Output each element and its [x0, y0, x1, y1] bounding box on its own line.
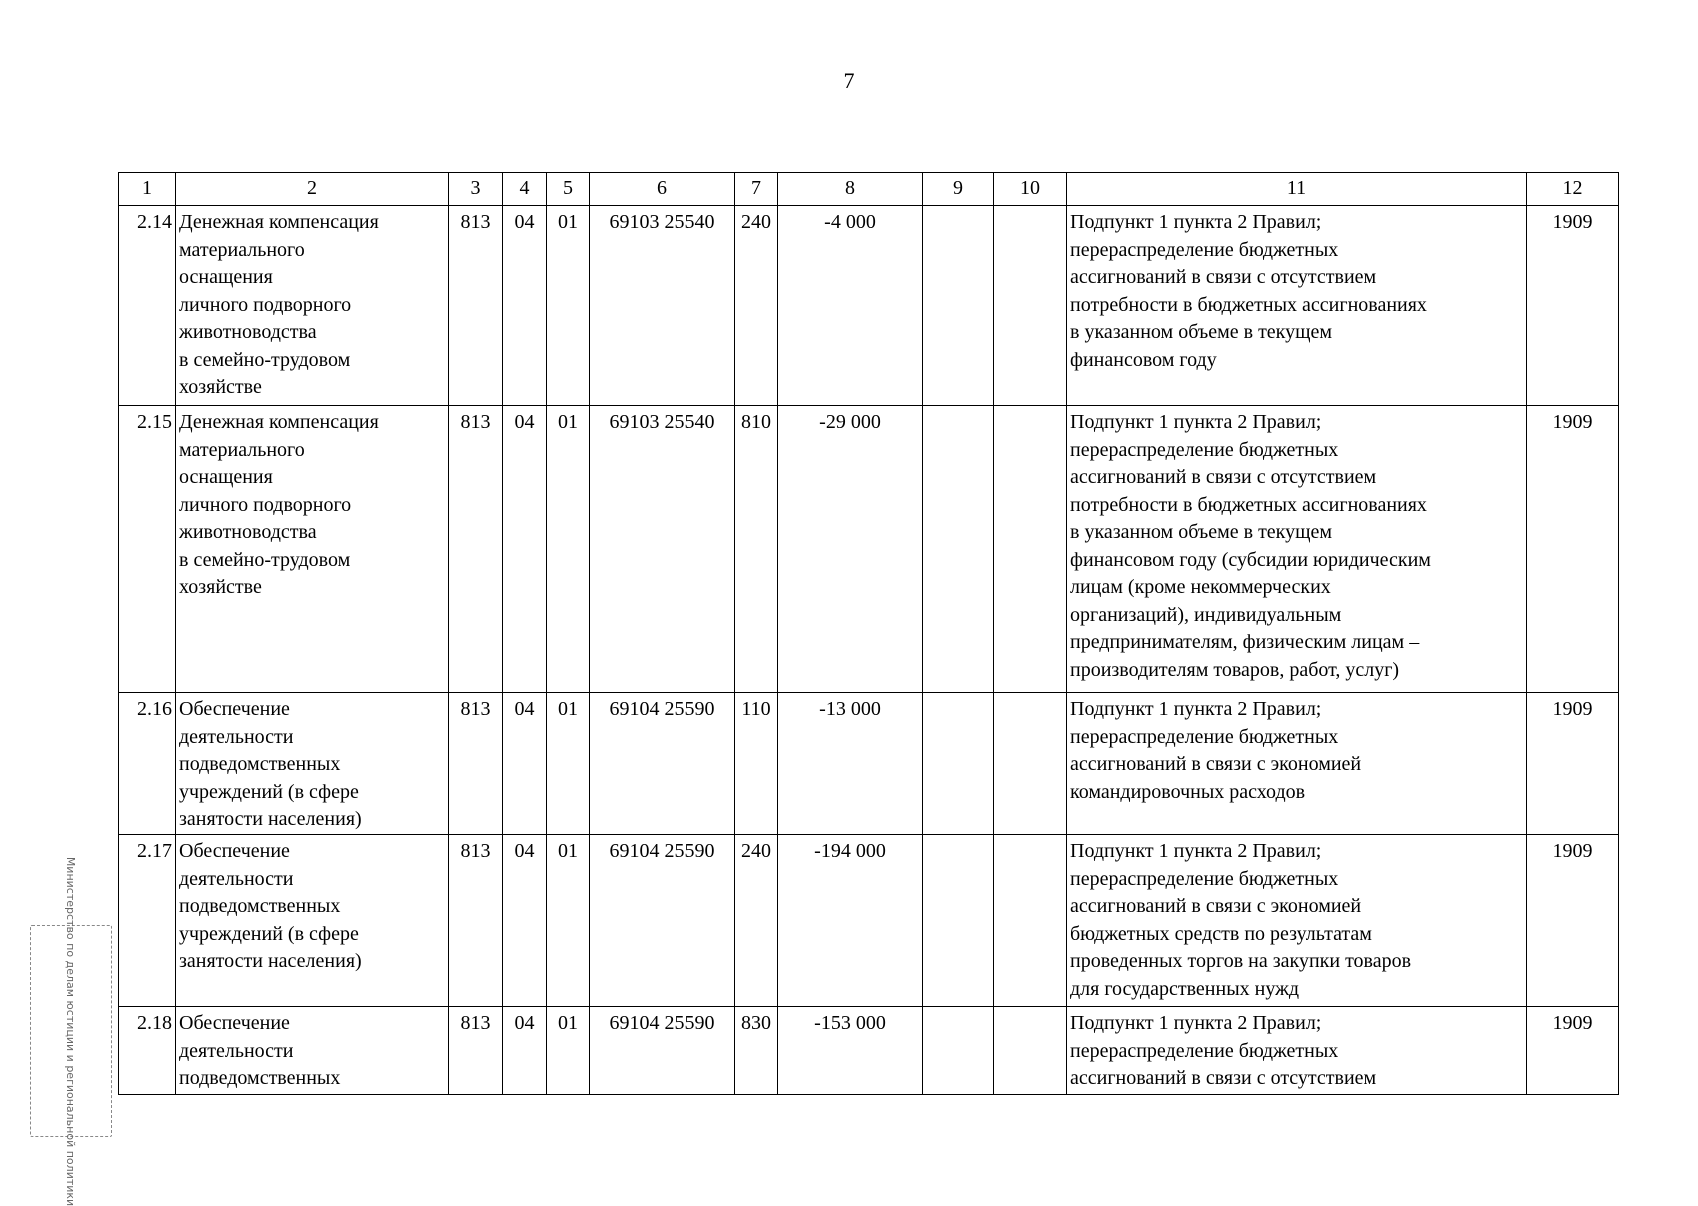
column-10-cell [994, 693, 1067, 835]
column-10-cell [994, 206, 1067, 406]
expense-type-code: 110 [735, 693, 778, 835]
subsection-code: 01 [547, 835, 590, 1007]
column-header: 6 [590, 173, 735, 206]
justification: Подпункт 1 пункта 2 Правил; перераспределение бюджетных ассигнований в связи с экономией командировочных расходов [1067, 693, 1527, 835]
expense-type-code: 810 [735, 406, 778, 693]
section-code: 04 [503, 406, 547, 693]
justification: Подпункт 1 пункта 2 Правил; перераспределение бюджетных ассигнований в связи с экономией бюджетных средств по результатам проведенных торгов на закупки товаров для государственных нужд [1067, 835, 1527, 1007]
expense-type-code: 240 [735, 206, 778, 406]
code-12: 1909 [1527, 406, 1619, 693]
column-9-cell [923, 406, 994, 693]
section-code: 04 [503, 693, 547, 835]
row-number: 2.17 [119, 835, 176, 1007]
code-12: 1909 [1527, 693, 1619, 835]
page-number: 7 [843, 68, 855, 93]
justification: Подпункт 1 пункта 2 Правил; перераспределение бюджетных ассигнований в связи с отсутствием потребности в бюджетных ассигнованиях в указанном объеме в текущем финансовом году [1067, 206, 1527, 406]
column-header: 9 [923, 173, 994, 206]
column-header: 5 [547, 173, 590, 206]
column-header: 2 [176, 173, 449, 206]
target-article-code: 69103 25540 [590, 406, 735, 693]
column-10-cell [994, 1007, 1067, 1095]
ministry-code: 813 [449, 835, 503, 1007]
expense-name: Обеспечение деятельности подведомственных учреждений (в сфере занятости населения) [176, 835, 449, 1007]
code-12: 1909 [1527, 206, 1619, 406]
column-header: 8 [778, 173, 923, 206]
row-number: 2.18 [119, 1007, 176, 1095]
table-header-row [119, 173, 1619, 206]
target-article-code: 69104 25590 [590, 693, 735, 835]
ministry-code: 813 [449, 406, 503, 693]
column-header: 3 [449, 173, 503, 206]
column-9-cell [923, 206, 994, 406]
column-9-cell [923, 693, 994, 835]
justification: Подпункт 1 пункта 2 Правил; перераспределение бюджетных ассигнований в связи с отсутствием [1067, 1007, 1527, 1095]
table-row [119, 406, 1619, 693]
column-header: 11 [1067, 173, 1527, 206]
section-code: 04 [503, 1007, 547, 1095]
subsection-code: 01 [547, 406, 590, 693]
stamp-text: Министерство по делам юстиции и региональной политики [64, 856, 78, 1206]
column-9-cell [923, 835, 994, 1007]
ministry-code: 813 [449, 1007, 503, 1095]
target-article-code: 69104 25590 [590, 1007, 735, 1095]
ministry-code: 813 [449, 206, 503, 406]
table-row [119, 1007, 1619, 1095]
column-header: 1 [119, 173, 176, 206]
code-12: 1909 [1527, 1007, 1619, 1095]
amount: -153 000 [778, 1007, 923, 1095]
expense-name: Денежная компенсация материального оснащения личного подворного животноводства в семейно-трудовом хозяйстве [176, 406, 449, 693]
table-row [119, 693, 1619, 835]
target-article-code: 69103 25540 [590, 206, 735, 406]
subsection-code: 01 [547, 1007, 590, 1095]
expense-type-code: 830 [735, 1007, 778, 1095]
expense-name: Денежная компенсация материального оснащения личного подворного животноводства в семейно-трудовом хозяйстве [176, 206, 449, 406]
expense-name: Обеспечение деятельности подведомственных учреждений (в сфере занятости населения) [176, 693, 449, 835]
column-header: 10 [994, 173, 1067, 206]
amount: -194 000 [778, 835, 923, 1007]
row-number: 2.14 [119, 206, 176, 406]
table-row [119, 206, 1619, 406]
budget-reallocation-table [118, 172, 1619, 1095]
column-10-cell [994, 406, 1067, 693]
column-header: 4 [503, 173, 547, 206]
amount: -13 000 [778, 693, 923, 835]
column-9-cell [923, 1007, 994, 1095]
registration-stamp [30, 856, 112, 1206]
expense-type-code: 240 [735, 835, 778, 1007]
ministry-code: 813 [449, 693, 503, 835]
column-header: 12 [1527, 173, 1619, 206]
subsection-code: 01 [547, 693, 590, 835]
column-header: 7 [735, 173, 778, 206]
justification: Подпункт 1 пункта 2 Правил; перераспределение бюджетных ассигнований в связи с отсутствием потребности в бюджетных ассигнованиях в указанном объеме в текущем финансовом году (субсидии юридическим лицам (кроме некоммерческих организаций), индивидуальным предпринимателям, физическим лицам – производителям товаров, работ, услуг) [1067, 406, 1527, 693]
subsection-code: 01 [547, 206, 590, 406]
row-number: 2.15 [119, 406, 176, 693]
amount: -4 000 [778, 206, 923, 406]
section-code: 04 [503, 206, 547, 406]
expense-name: Обеспечение деятельности подведомственных [176, 1007, 449, 1095]
table-row [119, 835, 1619, 1007]
code-12: 1909 [1527, 835, 1619, 1007]
row-number: 2.16 [119, 693, 176, 835]
target-article-code: 69104 25590 [590, 835, 735, 1007]
column-10-cell [994, 835, 1067, 1007]
section-code: 04 [503, 835, 547, 1007]
amount: -29 000 [778, 406, 923, 693]
